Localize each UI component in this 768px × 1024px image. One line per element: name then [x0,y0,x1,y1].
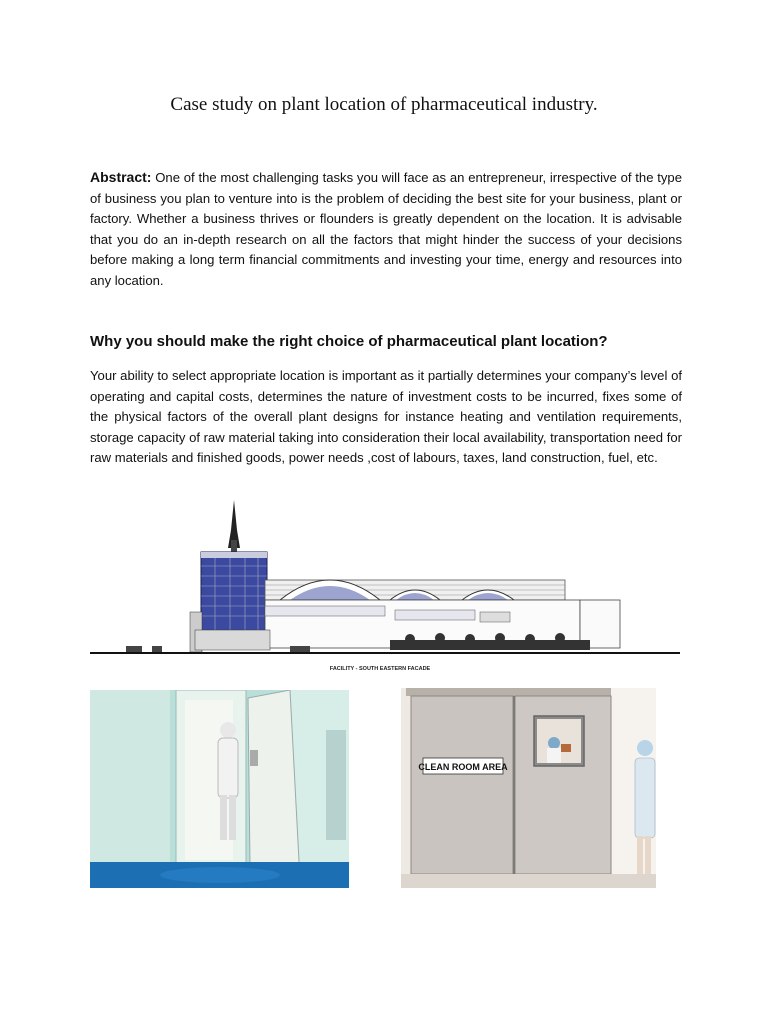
section-heading: Why you should make the right choice of pharmaceutical plant location? [90,333,608,350]
document-title: Case study on plant location of pharmaceutical industry. [170,94,598,115]
facade-caption: FACILITY - SOUTH EASTERN FACADE [329,666,431,672]
cleanroom-door-photo [401,688,656,888]
abstract-text: One of the most challenging tasks you will face as an entrepreneur, irrespective of the type of business you plan to venture into is the problem of deciding the best site for your business, plant or factory. Whether a business thrives or flounders is greatly dependent on the location. It is advisable that you do an in-depth research on all the factors that might hinder the success of your decisions before making a long term financial commitments and investing your time, energy and resources into any location. [90,170,682,288]
cleanroom-entrance-photo [90,690,349,888]
section-body: Your ability to select appropriate location is important as it partially determines your company’s level of operating and capital costs, determines the nature of investment costs to be incurred, fixes some of the physical factors of the overall plant designs for instance heating and ventilation requirements, storage capacity of raw material taking into consideration their local availability, transportation need for raw materials and finished goods, power needs ,cost of labours, taxes, land construction, fuel, etc. [90,368,682,466]
abstract-label: Abstract: [90,169,152,185]
abstract-paragraph [90,167,682,292]
door-sign: CLEAN ROOM AREA [418,762,508,772]
facility-facade-drawing [90,500,680,680]
